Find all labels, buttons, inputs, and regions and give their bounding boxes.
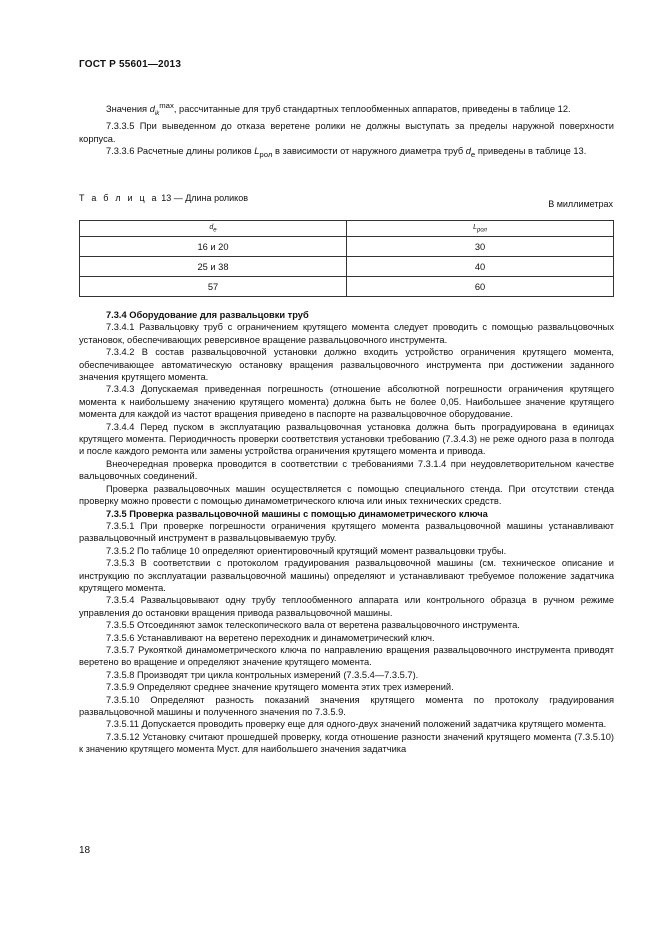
paragraph-values: Значения $d_{ik}^{max}$, рассчитанные для труб стандартных теплообменных аппаратов, приведены в таблице 12. (106, 101, 571, 117)
paragraph-7-3-5-3: 7.3.5.3 В соответствии с протоколом градуирования развальцовочной машины (см. техническое описание и инструкцию по эксплуатации развальцовочной машины) определяют и устанавливают требуемое положение задатчика крутящего момента. (79, 558, 614, 593)
cell-de: 57 (80, 277, 347, 297)
table-units: В миллиметрах (548, 199, 613, 209)
table-caption-text: 13 — Длина роликов (158, 193, 248, 203)
body-block (79, 309, 614, 756)
cell-lrol: 40 (347, 257, 614, 277)
paragraph-7-3-5-4: 7.3.5.4 Развальцовывают одну трубу теплообменного аппарата или контрольного образца в ручном режиме управления до остановки вращения привода развальцовочной машины. (79, 595, 614, 618)
section-7-3-4-title: 7.3.4 Оборудование для развальцовки труб (106, 310, 309, 320)
col-header-de: $d_e$ (80, 221, 347, 237)
table-row (80, 237, 614, 257)
section-7-3-5-title: 7.3.5 Проверка развальцовочной машины с помощью динамометрического ключа (106, 508, 488, 519)
table-caption (79, 193, 248, 203)
table-caption-prefix: Т а б л и ц а (79, 193, 159, 203)
cell-de: 16 и 20 (80, 237, 347, 257)
paragraph-7-3-3-6: 7.3.3.6 Расчетные длины роликов $L_{рол}$ в зависимости от наружного диаметра труб $d_e$ приведены в таблице 13. (106, 146, 587, 160)
intro-block (79, 98, 614, 161)
col-header-lrol: $L_{рол}$ (347, 221, 614, 237)
paragraph-7-3-5-11: 7.3.5.11 Допускается проводить проверку еще для одного-двух значений положений задатчика крутящего момента. (106, 719, 607, 730)
paragraph-stand-check: Проверка развальцовочных машин осуществляется с помощью специального стенда. При отсутствии стенда проверку можно провести с помощью динамометрического ключа или иных технических средств. (79, 483, 614, 507)
paragraph-7-3-5-2: 7.3.5.2 По таблице 10 определяют ориентировочный крутящий момент развальцовки трубы. (106, 545, 507, 556)
paragraph-extra-check: Внеочередная проверка проводится в соответствии с требованиями 7.3.1.4 при неудовлетворительном качестве вальцовочных соединений. (79, 458, 614, 482)
table-row (80, 257, 614, 277)
cell-lrol: 60 (347, 277, 614, 297)
paragraph-7-3-5-12: 7.3.5.12 Установку считают прошедшей проверку, когда отношение разности значений крутящего момента (7.3.5.10) к значению крутящего момента Муст. для наибольшего значения задатчика (79, 731, 614, 755)
paragraph-7-3-4-4: 7.3.4.4 Перед пуском в эксплуатацию развальцовочная установка должна быть проградуирована в единицах крутящего момента. Периодичность проверки соответствия установки требованию (7.3.4.3) не реже одного раза в полгода и после каждого ремонта или замены устройства ограничения крутящего момента и привода. (79, 421, 614, 457)
paragraph-7-3-3-5: 7.3.3.5 При выведенном до отказа веретене ролики не должны выступать за пределы наружной поверхности корпуса. (79, 121, 614, 144)
table-row (80, 277, 614, 297)
table-body (80, 237, 614, 297)
paragraph-7-3-5-10: 7.3.5.10 Определяют разность показаний значения крутящего момента по протоколу градуирования развальцовочной машины и полученного значения по 7.3.5.9. (79, 694, 614, 717)
document-header: ГОСТ Р 55601—2013 (79, 59, 182, 70)
cell-lrol: 30 (347, 237, 614, 257)
paragraph-7-3-4-2: 7.3.4.2 В состав развальцовочной установки должно входить устройство ограничения крутящего момента, обеспечивающее автоматическую остановку вращения развальцовочного инструмента при достижении заданного значения крутящего момента. (79, 347, 614, 383)
paragraph-7-3-5-1: 7.3.5.1 При проверке погрешности ограничения крутящего момента развальцовочной машины устанавливают развальцовочный инструмент в развальцовываемую трубу. (79, 520, 614, 544)
cell-de: 25 и 38 (80, 257, 347, 277)
paragraph-7-3-5-7: 7.3.5.7 Рукояткой динамометрического ключа по направлению вращения развальцовочного инструмента приводят веретено во вращение и определяют значение крутящего момента. (79, 644, 614, 668)
roller-length-table (79, 220, 614, 297)
table-header-row (80, 221, 614, 237)
paragraph-7-3-5-5: 7.3.5.5 Отсоединяют замок телескопического вала от веретена развальцовочного инструмента. (106, 620, 520, 631)
page-number: 18 (79, 845, 91, 856)
paragraph-7-3-5-9: 7.3.5.9 Определяют среднее значение крутящего момента этих трех измерений. (106, 682, 454, 693)
paragraph-7-3-4-1: 7.3.4.1 Развальцовку труб с ограничением крутящего момента следует проводить с помощью развальцовочных установок, обеспечивающих реверсивное вращение развальцовочного инструмента. (79, 322, 614, 345)
paragraph-7-3-4-3: 7.3.4.3 Допускаемая приведенная погрешность (отношение абсолютной погрешности ограничения крутящего момента к наибольшему значению крутящего момента) должна быть не более 0,05. Наибольшее значение крутящего момента для каждой из частот вращения приведено в паспорте на развальцовочное оборудование. (79, 384, 614, 420)
paragraph-7-3-5-6: 7.3.5.6 Устанавливают на веретено переходник и динамометрический ключ. (106, 632, 435, 643)
paragraph-7-3-5-8: 7.3.5.8 Производят три цикла контрольных измерений (7.3.5.4—7.3.5.7). (106, 669, 419, 680)
